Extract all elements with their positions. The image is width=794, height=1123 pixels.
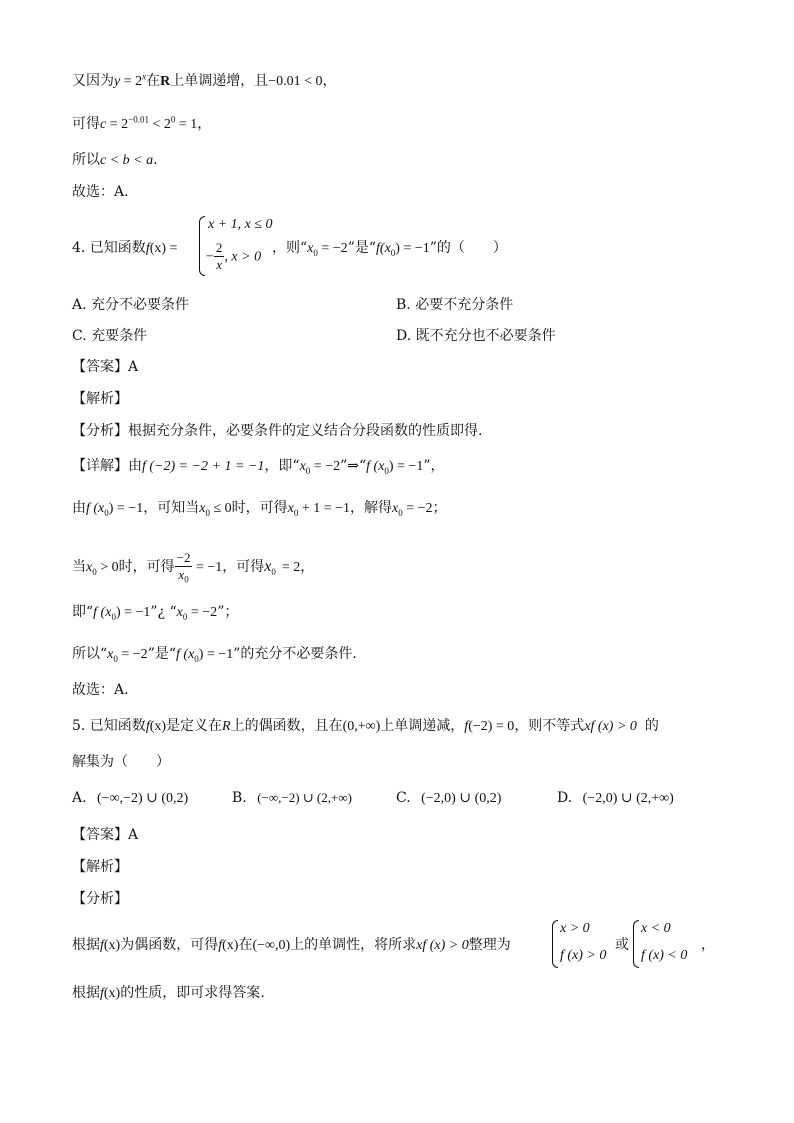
option-math: (−2,0) ∪ (2,+∞) [582, 791, 674, 806]
math: 0 [313, 247, 318, 258]
text: 又因为 [72, 73, 114, 89]
math: f (x [366, 459, 385, 474]
answer-label [72, 825, 138, 845]
text: ， [322, 73, 337, 89]
math: x [178, 567, 185, 582]
text: 时，可得 [118, 559, 175, 575]
detail-line [72, 550, 314, 584]
math: f [100, 938, 104, 953]
text: 解集为（ ） [72, 754, 170, 770]
text: 由 [128, 458, 142, 474]
option-a [72, 295, 189, 315]
math: ) = −1 [115, 605, 151, 620]
text: . [153, 152, 158, 168]
text: ”是“ [347, 240, 377, 256]
text: ，即“ [264, 458, 300, 474]
analysis-label [72, 857, 128, 877]
option-b [232, 788, 352, 808]
math: y [114, 74, 121, 89]
or-text [615, 935, 629, 955]
text: 故选：A. [72, 184, 129, 200]
math: x [264, 558, 272, 575]
analysis-line [72, 983, 265, 1004]
math: f [218, 938, 223, 953]
case-2a [641, 918, 671, 939]
math: 0 [205, 507, 210, 518]
math: xf (x) > 0 [416, 938, 469, 953]
question-4-tail [272, 238, 507, 259]
text: 【答案】A [72, 359, 139, 375]
math: x [199, 501, 206, 516]
math: f (x [176, 647, 195, 662]
math: f [464, 719, 469, 734]
math: x [86, 560, 93, 575]
text: 为偶函数，可得 [120, 937, 219, 953]
text-line [72, 182, 129, 202]
text: 【详解】 [72, 458, 128, 474]
math: 0 [305, 465, 311, 476]
option-d [557, 788, 674, 809]
math: (x) [103, 938, 121, 953]
math: (−2) = 0 [468, 719, 515, 734]
math: (x) [149, 719, 167, 734]
text: ”⇒“ [340, 458, 367, 474]
math: −0.01 < 0 [268, 74, 323, 89]
math: ) = −1 [388, 459, 424, 474]
case-2b [641, 945, 687, 966]
question-label: 4. 已知函数 [72, 240, 146, 256]
text: 上单调递减， [380, 718, 465, 734]
text: 【解析】 [72, 391, 128, 407]
case-1b [560, 945, 606, 966]
math: ) = −1 [198, 647, 234, 662]
math: (0,+∞) [342, 719, 381, 734]
math: x [176, 605, 183, 620]
math: 0 [104, 507, 109, 518]
text: ”的（ ） [429, 240, 507, 256]
text: 是定义在 [166, 718, 223, 734]
text: 即“ [72, 604, 94, 620]
text: ”， [423, 458, 445, 474]
question-label: 5. 已知函数 [72, 718, 146, 734]
text-line [72, 150, 158, 171]
option-letter: B. [232, 790, 247, 806]
text: ”； [217, 604, 239, 620]
option-math: (−∞,−2) ∪ (0,2) [97, 791, 189, 806]
option-a [72, 788, 188, 809]
option-letter: D. [557, 790, 573, 806]
text-line [72, 114, 211, 135]
math: 0 [194, 653, 199, 664]
math: = −1 [192, 560, 223, 575]
math: f (x) > 0 [560, 948, 607, 963]
math: ) = −1 [395, 241, 430, 256]
math: c [100, 117, 107, 132]
math: f (x [86, 501, 105, 516]
math: x + 1, x ≤ 0 [208, 217, 273, 232]
math: − [206, 249, 214, 265]
math: (x [379, 241, 391, 256]
text: ”是“ [147, 646, 177, 662]
left-brace [552, 920, 558, 968]
text: 在 [146, 73, 161, 89]
math: xf (x) > 0 [584, 719, 637, 734]
math: 0 [293, 507, 299, 518]
text: 上单调递增，且 [170, 73, 269, 89]
math: f (x) < 0 [641, 948, 688, 963]
text: 上的单调性，将所求 [290, 937, 417, 953]
detail-line [72, 644, 357, 665]
option-math: (−∞,−2) ∪ (2,+∞) [257, 790, 352, 805]
math: f [100, 986, 104, 1001]
fraction-numerator: −2 [176, 550, 191, 565]
fraction-denominator [175, 567, 193, 584]
analysis-line [72, 935, 511, 956]
text: ， [197, 116, 212, 132]
math: x [107, 647, 114, 662]
text: 【分析】 [72, 891, 128, 907]
text: 由 [72, 500, 86, 516]
math: , x > 0 [224, 249, 262, 265]
detail-line [72, 602, 238, 623]
math: = 2 [120, 74, 143, 89]
text: 【答案】A [72, 827, 139, 843]
text: 上的偶函数，且在 [230, 718, 343, 734]
text-line [72, 680, 129, 700]
text: 时，可得 [231, 500, 288, 516]
fraction-numerator: 2 [215, 240, 223, 255]
text: ， [701, 937, 715, 953]
math: R [160, 74, 171, 89]
math: f [145, 241, 150, 256]
comma [701, 935, 715, 955]
text: ，可得 [222, 559, 265, 575]
text: ”¿ “ [150, 604, 177, 620]
analysis-label [72, 389, 128, 409]
math: = −2 [317, 241, 348, 256]
math: = −2 [402, 501, 433, 516]
text: 【解析】 [72, 859, 128, 875]
text: 的性质，即可求得答案. [120, 985, 265, 1001]
text-line [72, 71, 337, 92]
option-text: A. 充分不必要条件 [72, 297, 190, 313]
text: 的 [644, 718, 659, 734]
detail-line [72, 498, 447, 519]
text: 在 [238, 937, 253, 953]
math: = −2 [310, 459, 341, 474]
text: ； [432, 500, 447, 516]
text: 当 [72, 559, 86, 575]
math: x [299, 459, 306, 474]
text: ”的充分不必要条件. [233, 646, 357, 662]
option-letter: C. [396, 790, 411, 806]
math: > 0 [96, 560, 119, 575]
option-text: B. 必要不充分条件 [396, 297, 514, 313]
math: x [392, 501, 399, 516]
text: 或 [615, 937, 629, 953]
math: = 1 [175, 117, 198, 132]
option-b [396, 295, 513, 315]
text: 【分析】 [72, 423, 128, 439]
analysis-summary [72, 421, 482, 441]
math: 0 [113, 653, 118, 664]
left-brace [633, 920, 639, 968]
math: x [287, 501, 294, 516]
math: = 2， [281, 560, 315, 575]
option-c [72, 326, 147, 346]
text: 可得 [72, 116, 100, 132]
math: f (x [93, 605, 112, 620]
option-text: C. 充要条件 [72, 328, 148, 344]
math: 0 [184, 574, 189, 585]
answer-label [72, 357, 138, 377]
math: x [142, 71, 147, 82]
math: = −2 [187, 605, 218, 620]
math: −0.01 [128, 114, 149, 125]
option-d [396, 326, 556, 346]
math: f [376, 241, 380, 256]
math: x [307, 241, 314, 256]
math: R [222, 719, 231, 734]
math: (−∞,0) [252, 938, 291, 953]
text: ，可知当 [143, 500, 200, 516]
text: 所以“ [72, 646, 108, 662]
piecewise-case-2 [206, 240, 261, 273]
math: 0 [384, 465, 389, 476]
math: (x) [103, 986, 121, 1001]
math: (x) = [149, 241, 178, 256]
option-c [396, 788, 501, 809]
math: x > 0 [560, 921, 590, 936]
math: 0 [111, 611, 116, 622]
option-math: (−2,0) ∪ (0,2) [421, 791, 502, 806]
math: 0 [182, 611, 188, 622]
math: (x) [222, 938, 239, 953]
piecewise-case-1 [208, 214, 273, 235]
text: 根据 [72, 985, 100, 1001]
math: 0 [390, 247, 396, 258]
text: ，解得 [350, 500, 393, 516]
text: 故选：A. [72, 682, 129, 698]
math: 0 [398, 507, 403, 518]
math: x < 0 [641, 921, 671, 936]
left-brace [199, 216, 205, 276]
math: = 2 [106, 117, 129, 132]
math: ≤ 0 [209, 501, 232, 516]
math: 0 [92, 566, 97, 577]
analysis-summary [72, 889, 128, 909]
math: < 2 [148, 117, 171, 132]
math: ) = −1 [108, 501, 144, 516]
text: ，则“ [272, 240, 308, 256]
math: + 1 = −1 [298, 501, 351, 516]
math: c < b < a [100, 153, 154, 168]
option-letter: A. [72, 790, 87, 806]
question-5 [72, 716, 659, 737]
text: 所以 [72, 152, 100, 168]
case-1a [560, 918, 590, 939]
question-4 [72, 238, 177, 259]
math: f (−2) = −2 + 1 = −1 [142, 459, 265, 474]
math: 0 [170, 114, 176, 125]
math: 0 [271, 566, 276, 577]
fraction-denominator: x [216, 257, 223, 272]
text: 根据 [72, 937, 100, 953]
text: ，则不等式 [514, 718, 585, 734]
text: 根据充分条件，必要条件的定义结合分段函数的性质即得. [128, 423, 483, 439]
math: f [145, 719, 150, 734]
question-5-cont [72, 752, 170, 772]
math: = −2 [117, 647, 148, 662]
option-text: D. 既不充分也不必要条件 [396, 328, 556, 344]
detail-line [72, 456, 445, 477]
text: 整理为 [468, 937, 511, 953]
